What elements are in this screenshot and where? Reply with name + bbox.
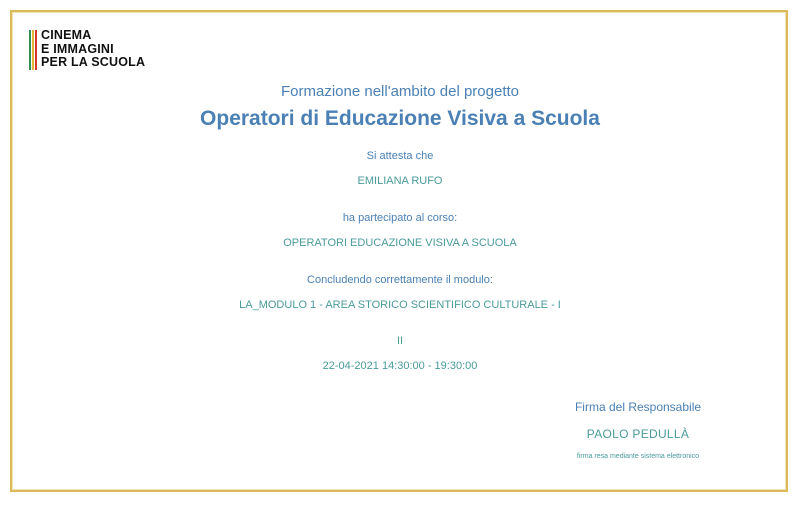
headline: Formazione nell'ambito del progetto [281, 83, 519, 100]
logo-text [41, 29, 145, 70]
signer-name: PAOLO PEDULLÀ [586, 427, 690, 441]
logo-line-3: PER LA SCUOLA [41, 55, 146, 69]
attest-label: Si attesta che [366, 150, 434, 162]
signature-note: firma resa mediante sistema elettronico [576, 453, 700, 460]
course-name: OPERATORI EDUCAZIONE VISIVA A SCUOLA [283, 237, 517, 249]
logo-bar-yellow [32, 30, 34, 70]
module-part: II [396, 335, 404, 347]
participant-name: EMILIANA RUFO [357, 175, 443, 187]
module-label: Concludendo correttamente il modulo: [307, 274, 493, 286]
signature-title: Firma del Responsabile [574, 400, 702, 414]
logo-bar-red [35, 30, 37, 70]
project-title: Operatori di Educazione Visiva a Scuola [200, 107, 600, 130]
logo-color-bars [29, 30, 38, 70]
module-name: LA_MODULO 1 - AREA STORICO SCIENTIFICO CULTURALE - I [239, 299, 561, 311]
session-datetime: 22-04-2021 14:30:00 - 19:30:00 [322, 360, 478, 372]
course-label: ha partecipato al corso: [342, 212, 458, 224]
logo-bar-green [29, 30, 31, 70]
logo-line-2: E IMMAGINI [41, 41, 114, 56]
logo-line-1: CINEMA [41, 28, 92, 42]
